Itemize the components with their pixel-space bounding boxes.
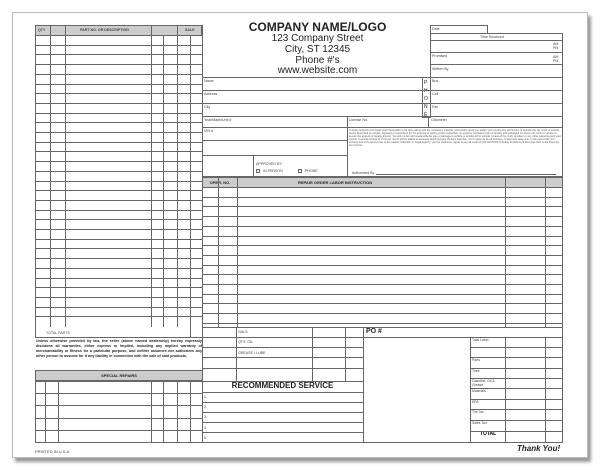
year-make-label: Year/Make/Unit #	[204, 118, 232, 122]
am-label: AM	[553, 42, 559, 46]
column-line	[177, 25, 178, 327]
totals-label-2: Parts	[472, 358, 480, 362]
rule-line	[202, 323, 563, 324]
company-website: www.website.com	[277, 65, 358, 76]
fluid-label: QTS. OIL	[238, 340, 254, 345]
rule-line	[35, 337, 203, 338]
company-city: City, ST 12345	[284, 44, 351, 55]
city-label: City	[204, 105, 211, 109]
written-by-label: Written By	[432, 67, 449, 71]
rule-line	[202, 274, 563, 275]
time-received-label: Time Received	[480, 35, 504, 39]
rule-line	[202, 245, 563, 246]
rule-line	[202, 103, 563, 104]
part-no-header: PART NO. OR DESCRIPTION	[80, 28, 129, 32]
disclaimer: Unless otherwise provided by law, the seller (above named dealership) hereby expressly disclaims all warranties, either express or implied, including any implied warranty of merchantability or fitness for a particular purpose, and neither assumes nor authorizes any other person to assume for it any liability in connection with the sale of said products.	[36, 339, 202, 358]
sale-header: SALE	[185, 28, 195, 32]
rule-line	[202, 127, 563, 128]
recommended-item-number: 1.	[204, 395, 207, 399]
column-line	[151, 25, 152, 327]
phone-letters	[424, 79, 428, 119]
rule-line	[430, 52, 563, 53]
am-label: AM	[553, 55, 559, 59]
rule-line	[202, 284, 563, 285]
column-line	[505, 337, 506, 443]
recommended-service-title: RECOMMENDED SERVICE	[231, 381, 334, 390]
rule-line	[202, 381, 363, 382]
rule-line	[202, 294, 563, 295]
column-line	[363, 327, 364, 443]
rule-line	[202, 140, 347, 141]
fluid-label: GALS	[238, 330, 248, 334]
rule-line	[202, 347, 363, 348]
name-label: Name	[204, 79, 214, 83]
recommended-item-number: 4.	[204, 425, 207, 430]
thank-you-text: Thank You!	[517, 444, 561, 453]
company-street: 123 Company Street	[271, 33, 364, 44]
column-line	[345, 327, 346, 381]
recommended-item-number: 5.	[204, 435, 207, 440]
promised-ampm	[553, 55, 558, 63]
column-line	[58, 381, 59, 443]
rule-line	[202, 392, 363, 393]
rule-line	[202, 216, 563, 217]
rule-line	[470, 388, 563, 389]
authorized-by-label: Authorized By	[352, 171, 375, 175]
cell-label: Cell	[432, 92, 439, 96]
column-line	[45, 381, 46, 443]
fluid-label: GREASE / LUBE	[238, 350, 266, 355]
address-label: Address	[204, 92, 218, 96]
rule-line	[470, 357, 563, 358]
column-line	[545, 177, 546, 328]
qty-header: QTY	[38, 28, 46, 32]
totals-label-7: Tire Tax	[472, 410, 484, 414]
column-line	[312, 327, 313, 381]
po-number-label: PO #	[366, 328, 382, 335]
rule-line	[470, 378, 563, 379]
column-line	[505, 177, 506, 328]
rule-line	[430, 40, 563, 41]
total-parts-label: TOTAL PARTS	[46, 331, 70, 335]
odometer-label: Odometer	[431, 118, 447, 122]
rule-line	[202, 368, 363, 369]
rule-line	[363, 337, 563, 338]
bus-label: Bus.	[432, 79, 440, 83]
rule-line	[202, 303, 563, 304]
in-person-checkbox[interactable]	[256, 169, 260, 173]
recommended-item-number: 2.	[204, 405, 207, 410]
column-line	[151, 381, 152, 443]
rule-line	[470, 399, 563, 400]
date-label: Date	[432, 27, 440, 31]
totals-label-8: Sales Tax	[472, 421, 487, 425]
signature-line[interactable]	[376, 174, 556, 175]
totals-label-9: TOTAL	[480, 431, 497, 437]
column-line	[190, 381, 191, 443]
rule-line	[202, 197, 563, 198]
phone-letter: H	[424, 88, 428, 94]
column-line	[237, 177, 238, 328]
repair-instruction-header: REPAIR ORDER LABOR INSTRUCTION	[237, 177, 563, 188]
phone-checkbox[interactable]	[298, 169, 302, 173]
phone-letter: N	[424, 104, 428, 110]
in-person-label: IN PERSON	[263, 169, 283, 173]
special-repairs-header: SPECIAL REPAIRS	[35, 370, 203, 381]
column-line	[470, 337, 471, 443]
rule-line	[202, 422, 363, 423]
column-line	[163, 35, 164, 327]
rule-line	[202, 206, 563, 207]
approved-by-label: APPROVED BY	[256, 162, 282, 166]
printed-in-usa: PRINTED IN U.S.A.	[35, 449, 71, 454]
column-line	[253, 155, 254, 177]
company-phone: Phone #'s	[295, 55, 340, 66]
repair-table	[202, 177, 563, 328]
rule-line	[470, 420, 563, 421]
company-name: COMPANY NAME/LOGO	[248, 20, 387, 34]
pm-label: PM	[553, 59, 559, 63]
fax-label: Fax	[432, 105, 438, 109]
rule-line	[202, 357, 363, 358]
totals-label-4: Gasoline, Oil & Grease	[472, 379, 495, 387]
recommended-item-number: 3.	[204, 415, 207, 420]
authorization-text: I hereby authorize the repair work hereinafter to be done along with the necessary material, and hereby grant you and/or your employees permission to operate the car, truck or vehicle herein described on streets, highways or elsewhere for the purpose of testing and/or inspection. An express mechanic's lien is hereby acknowledged on above car, truck or vehicle to secure the amount of repairs thereto. You will not be held responsible for loss or damage to vehicle or articles left in vehicle in case of fire, theft, accident or any other cause beyond your control. A service charge of 1½% per month will be added to accounts which become 30 days past due, not to apply as an all inclusive. In payment when due, in the event that your account has to be turned over to an outside Collection or Legal Agency, you the Customer, agree to pay all costs of COLLECTION including all attorney's fees and court costs that may be incurred.	[349, 129, 561, 148]
oper-no-header: OPER. NO.	[202, 177, 238, 188]
rule-line	[470, 431, 563, 432]
phone-letter: O	[424, 96, 428, 102]
rule-line	[202, 236, 563, 237]
phone-letter: P	[424, 80, 428, 86]
column-line	[545, 337, 546, 443]
pm-label: PM	[553, 46, 559, 50]
totals-label-0: Total Labor	[472, 338, 489, 342]
rule-line	[202, 155, 347, 156]
rule-line	[470, 409, 563, 410]
column-line	[190, 35, 191, 327]
vin-label: VIN #	[204, 129, 213, 133]
license-label: License No.	[349, 118, 368, 122]
rule-line	[470, 368, 563, 369]
rule-line	[202, 337, 363, 338]
rule-line	[202, 412, 363, 413]
totals-label-5: Materials	[472, 389, 486, 393]
rule-line	[202, 432, 363, 433]
time-ampm	[553, 42, 558, 50]
column-line	[163, 381, 164, 443]
rule-line	[202, 226, 563, 227]
totals-label-3: Tires	[472, 369, 480, 373]
column-line	[50, 25, 51, 327]
column-line	[428, 116, 429, 127]
phone-approval-label: PHONE	[305, 169, 318, 173]
rule-line	[202, 116, 563, 117]
phone-letter: E	[424, 112, 428, 118]
promised-label: Promised	[432, 54, 448, 58]
totals-label-6: EPA	[472, 400, 479, 404]
rule-line	[202, 402, 363, 403]
rule-line	[202, 265, 563, 266]
rule-line	[470, 347, 563, 348]
column-line	[218, 177, 219, 328]
rule-line	[202, 90, 563, 91]
rule-line	[202, 255, 563, 256]
rule-line	[202, 313, 563, 314]
rule-line	[430, 64, 563, 65]
column-line	[347, 116, 348, 177]
column-line	[177, 381, 178, 443]
column-line	[65, 25, 66, 327]
column-line	[236, 327, 237, 381]
